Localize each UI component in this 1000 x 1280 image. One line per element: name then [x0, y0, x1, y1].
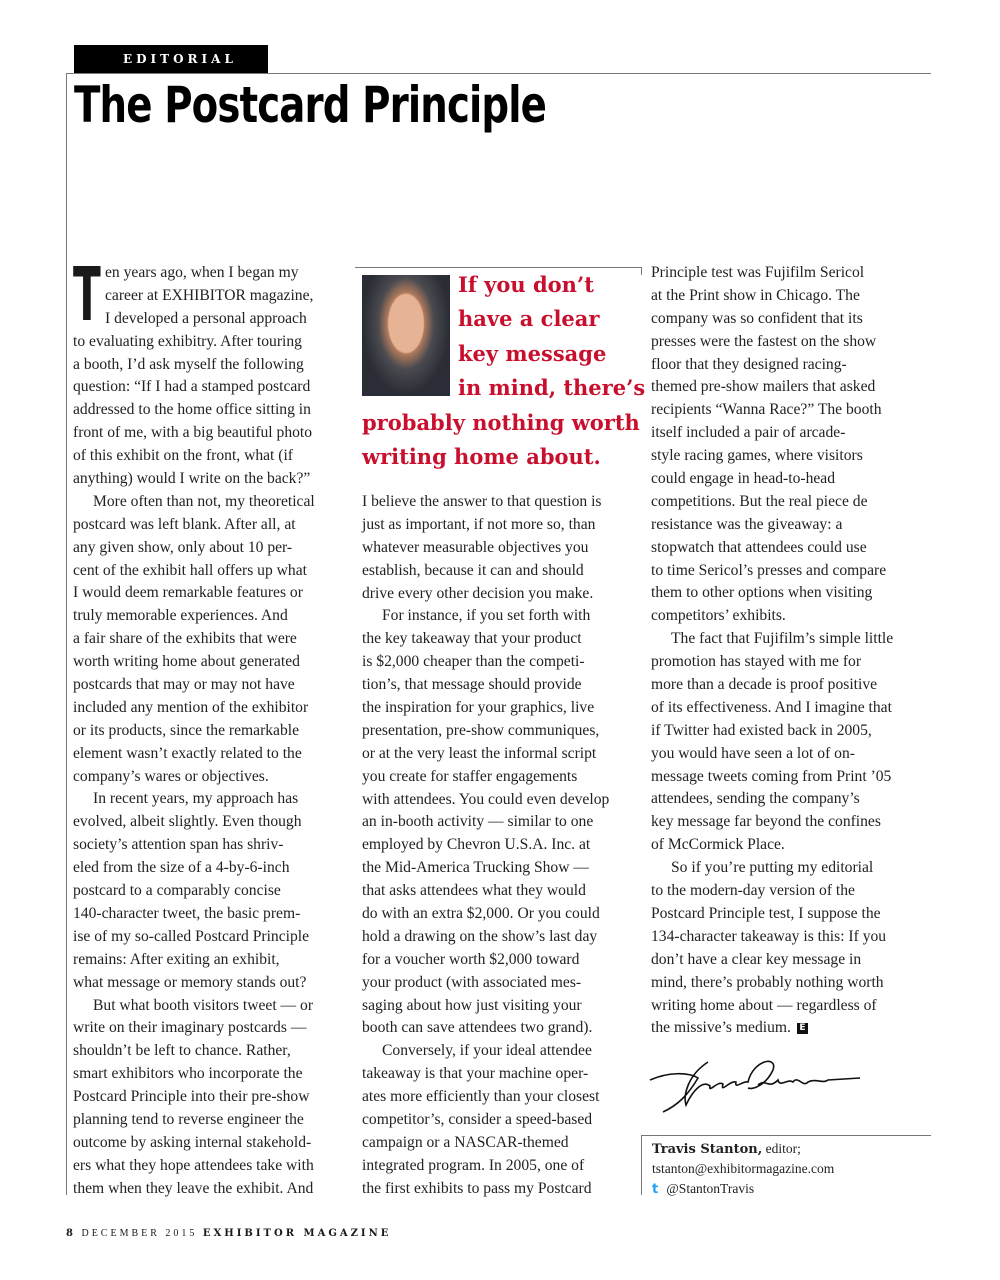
text-line: at the Print show in Chicago. The [651, 286, 860, 304]
text-line: front of me, with a big beautiful photo [73, 424, 313, 442]
text-line: style racing games, where visitors [651, 447, 863, 465]
column-rule [641, 267, 642, 275]
text-line: key message far beyond the confines [651, 813, 881, 831]
text-line: attendees, sending the company’s [651, 790, 860, 808]
text-line: truly memorable experiences. And [73, 607, 288, 625]
top-rule [66, 73, 931, 74]
text-line: for a voucher worth $2,000 toward [362, 950, 580, 968]
text-line: postcard was left blank. After all, at [73, 515, 296, 533]
text-line: themed pre-show mailers that asked [651, 378, 876, 396]
text-line: smart exhibitors who incorporate the [73, 1065, 303, 1083]
text-line: do with an extra $2,000. Or you could [362, 905, 600, 923]
pull-quote-line: in mind, there’s [458, 375, 646, 401]
text-line: company was so confident that its [651, 309, 863, 327]
author-role: editor; [765, 1141, 801, 1156]
text-line: hold a drawing on the show’s last day [362, 927, 598, 945]
text-line: them when they leave the exhibit. And [73, 1179, 314, 1197]
text-line: 140-character tweet, the basic prem- [73, 904, 301, 922]
byline-rule [641, 1135, 931, 1136]
text-line: The fact that Fujifilm’s simple little [671, 630, 894, 648]
text-line: recipients “Wanna Race?” The booth [651, 401, 882, 419]
text-line: saging about how just visiting your [362, 996, 582, 1014]
text-line: to time Sericol’s presses and compare [651, 561, 887, 579]
text-line: competitors’ exhibits. [651, 607, 786, 625]
text-line: Postcard Principle into their pre-show [73, 1088, 310, 1106]
text-line: career at EXHIBITOR magazine, [105, 286, 314, 304]
text-line: what message or memory stands out? [73, 973, 307, 991]
text-line: worth writing home about generated [73, 653, 300, 671]
magazine-name: EXHIBITOR MAGAZINE [202, 1228, 392, 1239]
text-line: write on their imaginary postcards — [73, 1019, 307, 1037]
byline-side-rule [641, 1135, 642, 1195]
text-line: of McCormick Place. [651, 836, 785, 854]
text-line: is $2,000 cheaper than the competi- [362, 653, 585, 671]
text-line: drive every other decision you make. [362, 584, 594, 602]
text-line: establish, because it can and should [362, 561, 584, 579]
pull-quote-line: probably nothing worth [362, 409, 640, 435]
text-line: Postcard Principle test, I suppose the [651, 904, 881, 922]
text-line: I would deem remarkable features or [73, 584, 303, 602]
text-line: that asks attendees what they would [362, 882, 586, 900]
author-email[interactable]: tstanton@exhibitormagazine.com [652, 1161, 835, 1176]
text-line: with attendees. You could even develop [362, 790, 610, 808]
text-line: your product (with associated mes- [362, 973, 582, 991]
text-line: anything) would I write on the back?” [73, 470, 311, 488]
text-line: en years ago, when I began my [105, 264, 299, 281]
text-line: competitions. But the real piece de [651, 492, 868, 510]
text-line: In recent years, my approach has [93, 790, 299, 808]
text-line: any given show, only about 10 per- [73, 538, 293, 556]
text-line: to evaluating exhibitry. After touring [73, 332, 302, 350]
text-line: the key takeaway that your product [362, 630, 582, 648]
section-label: EDITORIAL [74, 45, 268, 73]
text-line: campaign or a NASCAR-themed [362, 1133, 569, 1151]
text-line: promotion has stayed with me for [651, 653, 862, 671]
text-line: ers what they hope attendees take with [73, 1156, 314, 1174]
text-line: postcard to a comparably concise [73, 882, 281, 900]
text-line: eled from the size of a 4-by-6-inch [73, 859, 290, 877]
text-line: resistance was the giveaway: a [651, 515, 843, 533]
text-line: floor that they designed racing- [651, 355, 847, 373]
text-line: society’s attention span has shriv- [73, 836, 284, 854]
text-line: evolved, albeit slightly. Even though [73, 813, 302, 831]
text-line: you create for staffer engagements [362, 767, 578, 785]
text-line: more than a decade is proof positive [651, 676, 878, 694]
text-line: you would have seen a lot of on- [651, 744, 855, 762]
text-line: outcome by asking internal stakehold- [73, 1133, 312, 1151]
text-line: the inspiration for your graphics, live [362, 699, 595, 717]
pull-quote-line: writing home about. [362, 444, 601, 469]
text-line: whatever measurable objectives you [362, 538, 589, 556]
text-line: the first exhibits to pass my Postcard [362, 1179, 592, 1197]
text-line: But what booth visitors tweet — or [93, 996, 314, 1014]
page-footer [66, 1228, 391, 1239]
text-line: presentation, pre-show communiques, [362, 721, 600, 739]
text-line: the Mid-America Trucking Show — [362, 859, 589, 877]
text-line: For instance, if you set forth with [382, 607, 591, 625]
text-line: I believe the answer to that question is [362, 493, 602, 510]
text-line: the missive’s medium. [651, 1019, 791, 1037]
pull-quote-line: If you don’t [458, 272, 594, 297]
pull-quote-line: have a clear [458, 306, 600, 332]
pull-quote-line: key message [458, 340, 607, 366]
text-line: planning tend to reverse engineer the [73, 1110, 304, 1128]
text-line: takeaway is that your machine oper- [362, 1065, 589, 1083]
text-line: could engage in head-to-head [651, 470, 836, 488]
twitter-icon: t [652, 1182, 659, 1197]
text-line: question: “If I had a stamped postcard [73, 378, 311, 396]
text-line: tion’s, that message should provide [362, 676, 582, 694]
text-line: ise of my so-called Postcard Principle [73, 927, 310, 945]
text-line: itself included a pair of arcade- [651, 424, 846, 442]
article-column-3 [651, 262, 936, 1040]
text-line: an in-booth activity — similar to one [362, 813, 594, 831]
text-line: or its products, since the remarkable [73, 721, 300, 739]
text-line: postcards that may or may not have [73, 676, 295, 694]
text-line: of its effectiveness. And I imagine that [651, 698, 892, 716]
text-line: a booth, I’d ask myself the following [73, 355, 304, 373]
text-line: message tweets coming from Print ’05 [651, 767, 892, 785]
author-photo [362, 275, 450, 396]
text-line: if Twitter had existed back in 2005, [651, 721, 872, 739]
text-line: remains: After exiting an exhibit, [73, 950, 280, 968]
text-line: mind, there’s probably nothing worth [651, 973, 884, 991]
text-line: a fair share of the exhibits that were [73, 630, 297, 648]
signature [648, 1050, 868, 1120]
text-line: Conversely, if your ideal attendee [382, 1042, 592, 1060]
text-line: Principle test was Fujifilm Sericol [651, 264, 865, 281]
text-line: integrated program. In 2005, one of [362, 1156, 585, 1174]
text-line: just as important, if not more so, than [362, 515, 596, 533]
author-twitter[interactable]: @StantonTravis [666, 1181, 755, 1196]
text-line: I developed a personal approach [105, 309, 307, 327]
text-line: booth can save attendees two grand). [362, 1019, 593, 1037]
text-line: competitor’s, consider a speed-based [362, 1111, 593, 1129]
text-line: So if you’re putting my editorial [671, 859, 874, 877]
article-column-2 [362, 491, 647, 1201]
text-line: them to other options when visiting [651, 584, 873, 602]
text-line: More often than not, my theoretical [93, 492, 315, 510]
text-line: addressed to the home office sitting in [73, 401, 311, 419]
text-line: employed by Chevron U.S.A. Inc. at [362, 836, 591, 854]
text-line: stopwatch that attendees could use [651, 538, 867, 556]
end-mark-icon: E [797, 1023, 808, 1034]
text-line: element wasn’t exactly related to the [73, 744, 302, 762]
text-line: cent of the exhibit hall offers up what [73, 561, 307, 579]
text-line: shouldn’t be left to chance. Rather, [73, 1042, 291, 1060]
text-line: company’s wares or objectives. [73, 767, 269, 785]
page-number: 8 [66, 1228, 76, 1239]
author-name: Travis Stanton, [652, 1142, 763, 1157]
text-line: to the modern-day version of the [651, 882, 855, 900]
article-column-1 [73, 252, 358, 1201]
drop-cap: T [73, 252, 101, 338]
left-rule [66, 73, 67, 1195]
text-line: writing home about — regardless of [651, 996, 877, 1014]
issue-date: DECEMBER 2015 [81, 1228, 198, 1239]
text-line: ates more efficiently than your closest [362, 1088, 600, 1106]
text-line: presses were the fastest on the show [651, 332, 877, 350]
text-line [651, 1017, 936, 1040]
text-line: of this exhibit on the front, what (if [73, 447, 294, 465]
text-line: don’t have a clear key message in [651, 950, 862, 968]
text-line: or at the very least the informal script [362, 744, 597, 762]
page-title: The Postcard Principle [74, 76, 547, 134]
text-line: 134-character takeaway is this: If you [651, 927, 887, 945]
text-line: included any mention of the exhibitor [73, 698, 309, 716]
